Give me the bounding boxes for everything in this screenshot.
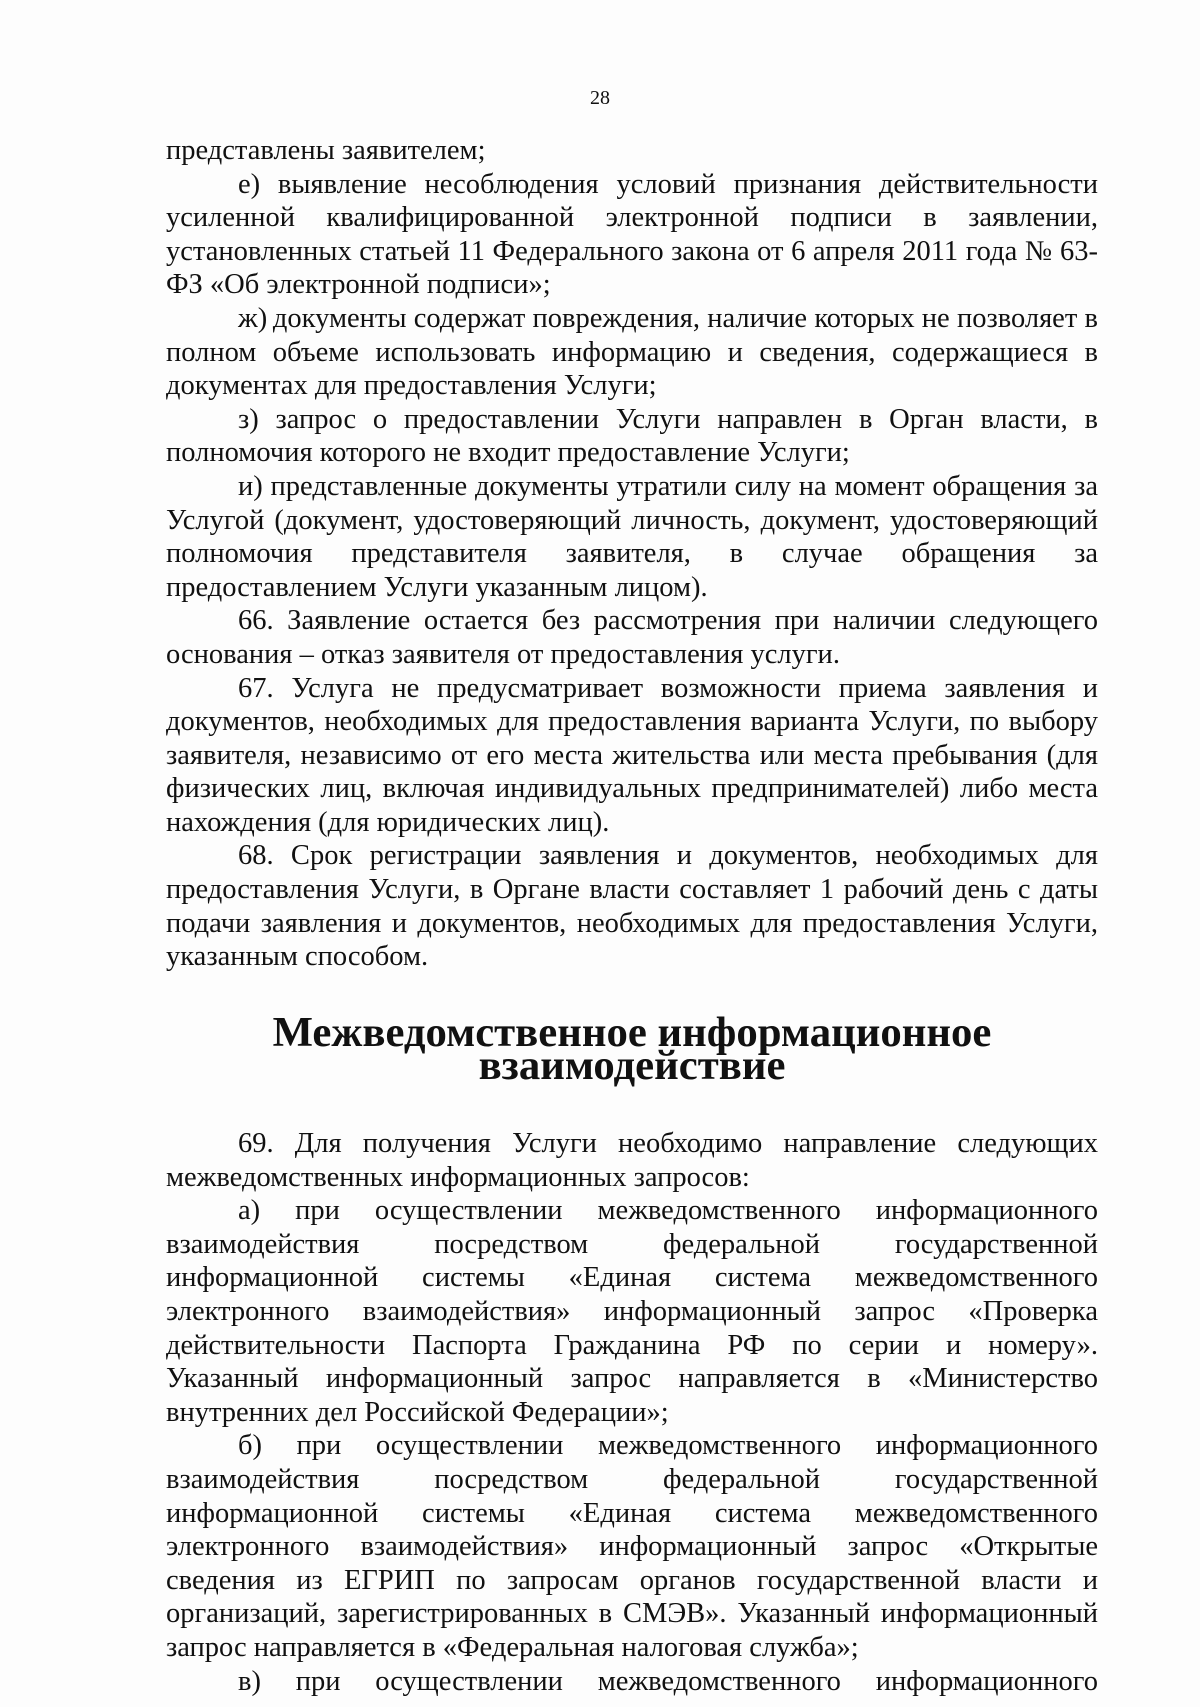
paragraph: представлены заявителем; <box>166 135 486 166</box>
paragraph-67: 67. Услуга не предусматривает возможности приема заявления и документов, необходимых для предоставления варианта Услуги, по выбору заявителя, независимо от его места жительства или места пребывания (для физических лиц, включая индивидуальных предпринимателей) либо места нахождения (для юридических лиц). <box>166 672 1098 838</box>
spacer <box>166 1083 1098 1127</box>
paragraph-item-v: в) при осуществлении межведомственного информационного <box>238 1665 1098 1697</box>
document-body <box>166 134 1098 1698</box>
paragraph-69: 69. Для получения Услуги необходимо направление следующих межведомственных информационных запросов: <box>166 1128 1098 1193</box>
paragraph-item-z: з) запрос о предоставлении Услуги направлен в Орган власти, в полномочия которого не входит предоставление Услуги; <box>166 403 1098 469</box>
paragraph-item-e: е) выявление несоблюдения условий признания действительности усиленной квалифицированной электронной подписи в заявлении, установленных статьей 11 Федерального закона от 6 апреля 2011 года № 63-ФЗ «Об электронной подписи»; <box>166 168 1098 301</box>
paragraph-item-zh: ж) документы содержат повреждения, наличие которых не позволяет в полном объеме использовать информацию и сведения, содержащиеся в документах для предоставления Услуги; <box>166 302 1098 402</box>
paragraph-66: 66. Заявление остается без рассмотрения при наличии следующего основания – отказ заявителя от предоставления услуги. <box>166 605 1098 670</box>
section-heading: Межведомственное информационное взаимодействие <box>272 1008 992 1090</box>
page-number: 28 <box>590 87 610 109</box>
paragraph-item-i: и) представленные документы утратили силу на момент обращения за Услугой (документ, удостоверяющий личность, документ, удостоверяющий полномочия представителя заявителя, в случае обращения за предоставлением Услуги указанным лицом). <box>166 470 1098 603</box>
paragraph-68: 68. Срок регистрации заявления и документов, необходимых для предоставления Услуги, в Органе власти составляет 1 рабочий день с даты подачи заявления и документов, необходимых для предоставления Услуги, указанным способом. <box>166 840 1098 973</box>
paragraph-item-b: б) при осуществлении межведомственного информационного взаимодействия посредством федеральной государственной информационной системы «Единая система межведомственного электронного взаимодействия» информационный запрос «Открытые сведения из ЕГРИП по запросам органов государственной власти и организаций, зарегистрированных в СМЭВ». Указанный информационный запрос направляется в «Федеральная налоговая служба»; <box>166 1430 1098 1663</box>
paragraph-item-a: а) при осуществлении межведомственного информационного взаимодействия посредством федеральной государственной информационной системы «Единая система межведомственного электронного взаимодействия» информационный запрос «Проверка действительности Паспорта Гражданина РФ по серии и номеру». Указанный информационный запрос направляется в «Министерство внутренних дел Российской Федерации»; <box>166 1195 1098 1428</box>
